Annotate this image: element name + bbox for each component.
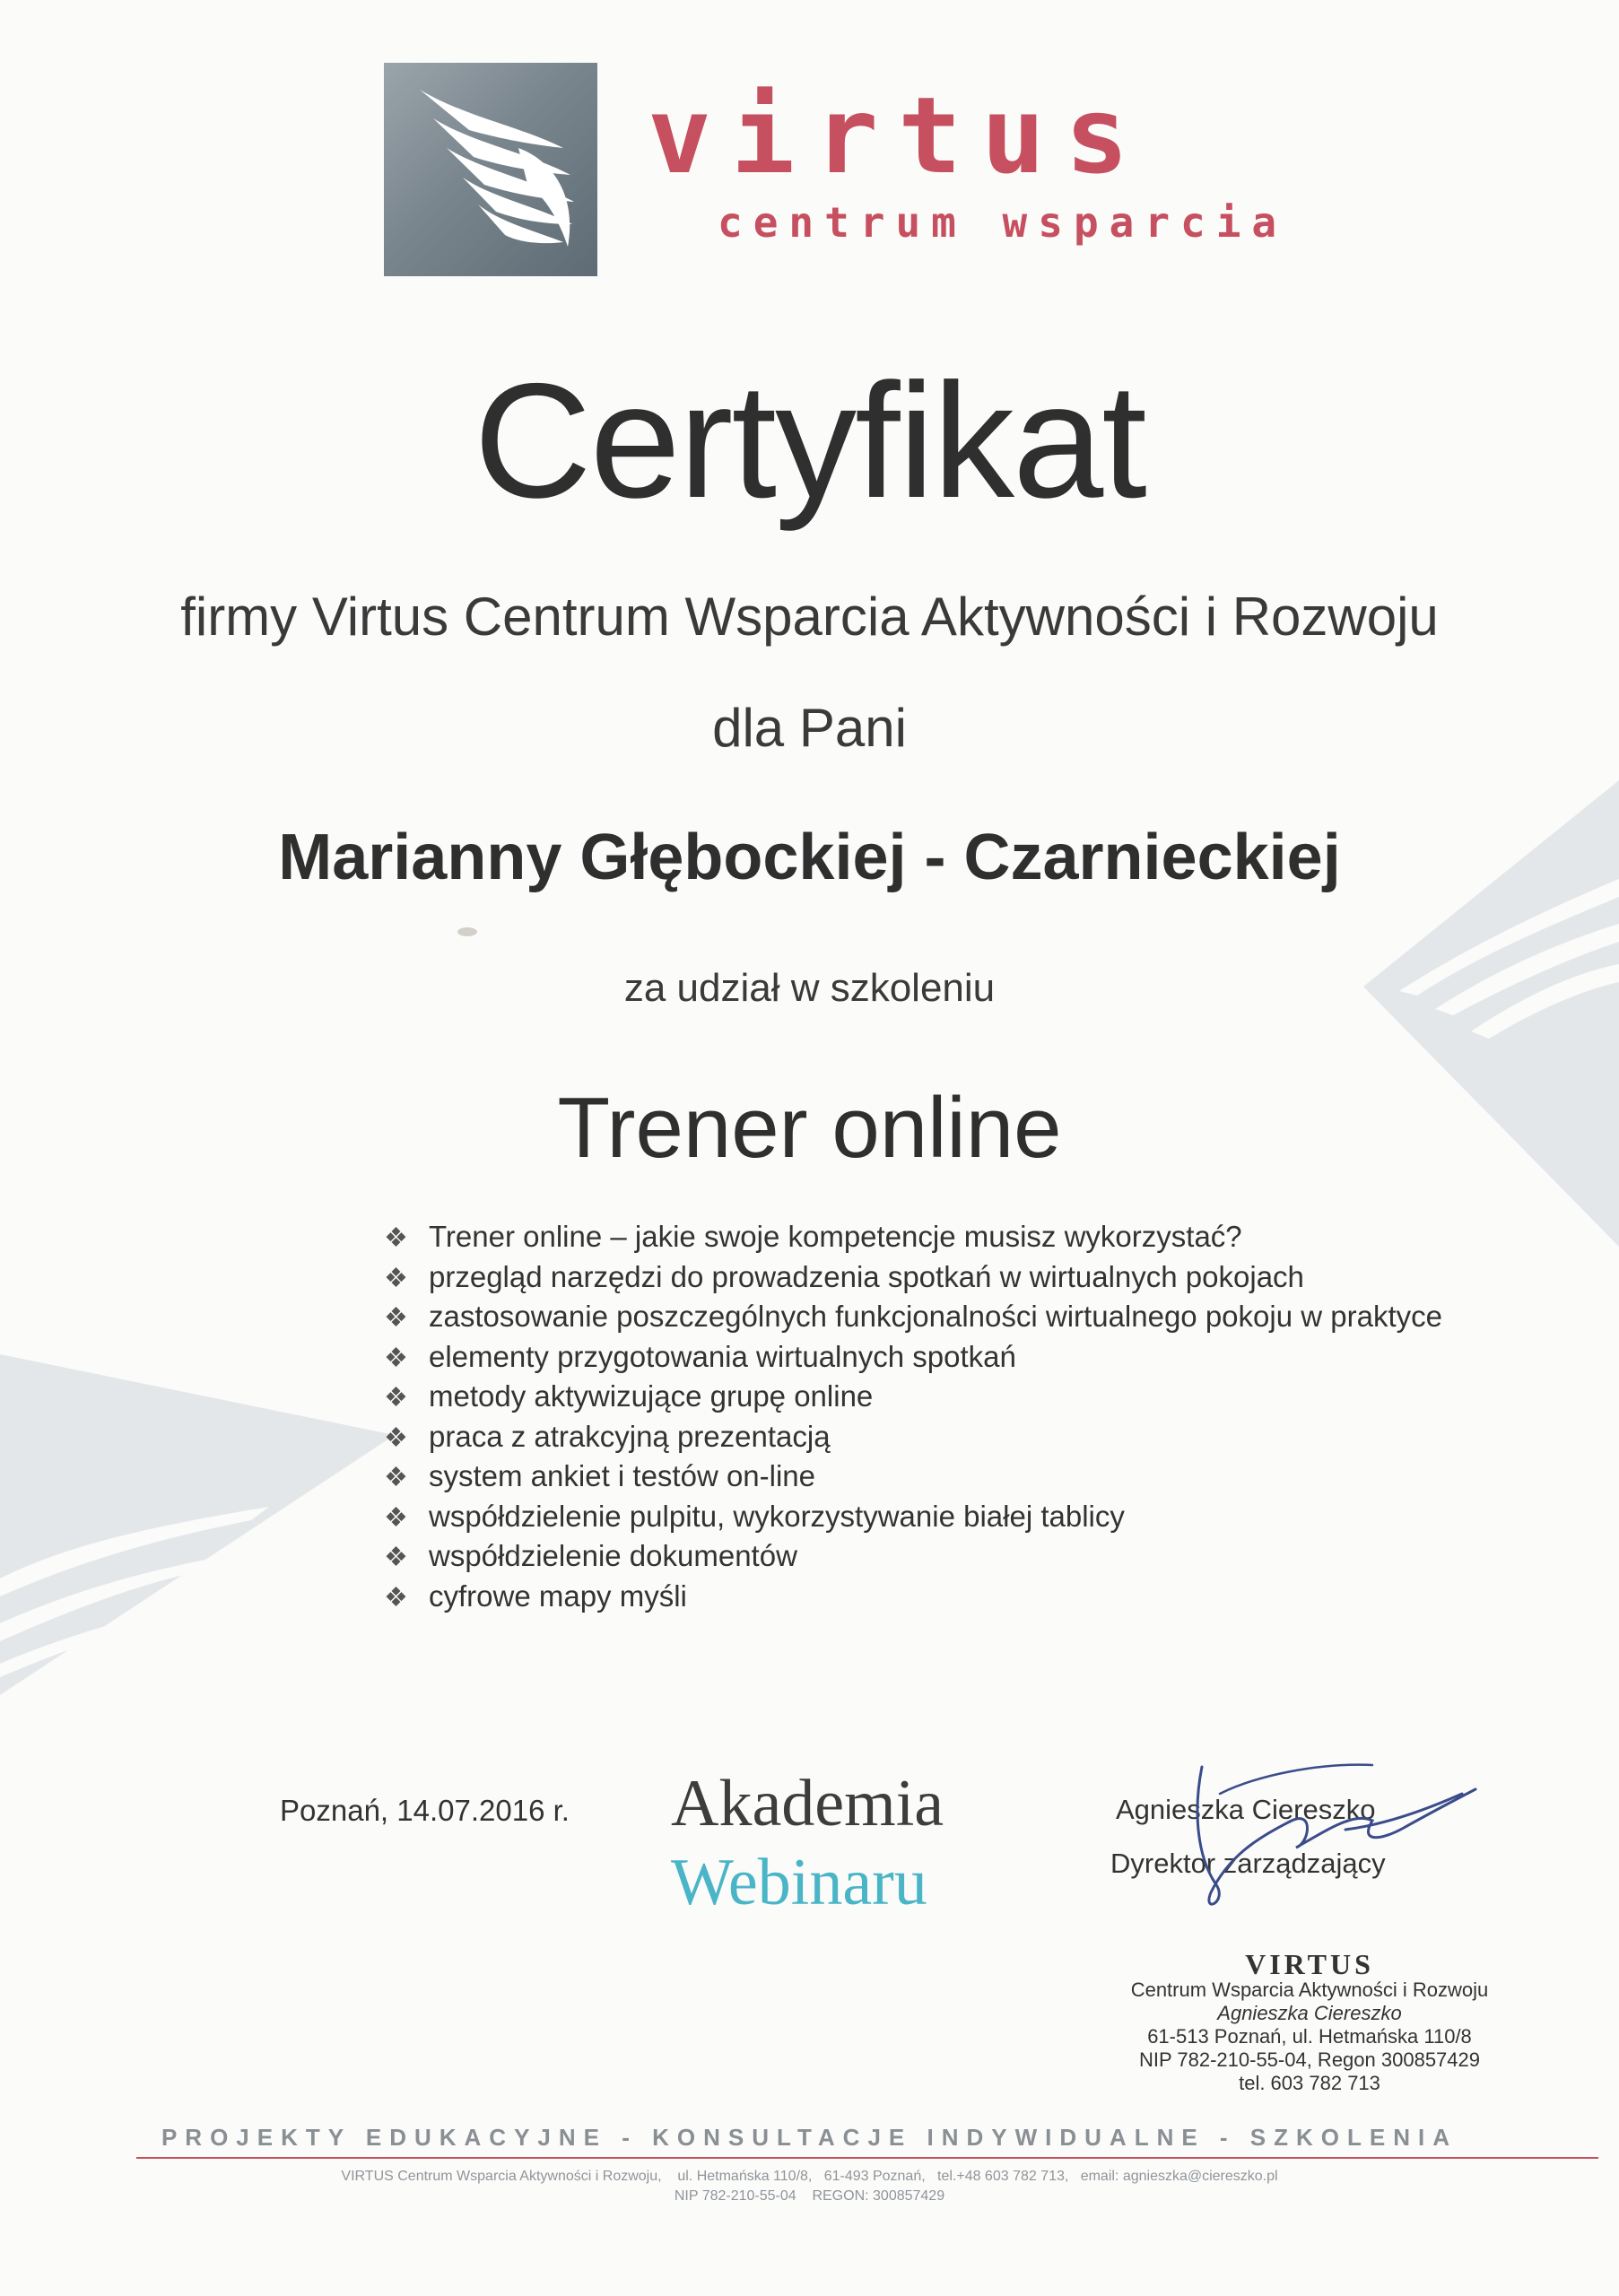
list-item: ❖ system ankiet i testów on-line [384,1457,1442,1498]
recipient-salutation: dla Pani [712,698,907,758]
partner-logo-line2: Webinaru [671,1846,927,1919]
signer-role: Dyrektor zarządzający [1110,1848,1386,1879]
list-item: ❖ metody aktywizujące grupę online [384,1378,1442,1418]
signer-name: Agnieszka Ciereszko [1116,1794,1376,1825]
participation-label: za udział w szkoleniu [623,966,996,1010]
diamond-bullet-icon: ❖ [384,1383,408,1413]
diamond-bullet-icon: ❖ [384,1463,408,1492]
stamp-person: Agnieszka Ciereszko [1217,2002,1402,2024]
recipient-name: Marianny Głębockiej - Czarnieckiej [278,822,1341,893]
virtus-logo-box [384,63,597,276]
diamond-bullet-icon: ❖ [384,1303,408,1333]
list-item: ❖ elementy przygotowania wirtualnych spotkań [384,1338,1442,1378]
topics-list [384,1218,1442,1617]
diamond-bullet-icon: ❖ [384,1502,408,1533]
diamond-bullet-icon: ❖ [384,1223,408,1253]
list-item: ❖ cyfrowe mapy myśli [384,1578,1442,1618]
company-stamp [1121,1950,1498,2095]
brand-tagline: centrum wsparcia [718,198,1288,247]
stamp-nip-regon: NIP 782-210-55-04, Regon 300857429 [1138,2048,1480,2071]
list-item: ❖ praca z atrakcyjną prezentacją [384,1418,1442,1458]
diamond-bullet-icon: ❖ [384,1543,408,1572]
stamp-address: 61-513 Poznań, ul. Hetmańska 110/8 [1147,2025,1472,2048]
course-name: Trener online [557,1080,1062,1176]
partner-logo-line1: Akademia [671,1767,944,1840]
list-item: ❖ przegląd narzędzi do prowadzenia spotkań w wirtualnych pokojach [384,1258,1442,1299]
stamp-company: Centrum Wsparcia Aktywności i Rozwoju [1130,1979,1489,2001]
diamond-bullet-icon: ❖ [384,1343,408,1373]
handwritten-signature [1166,1758,1489,1928]
wing-icon [384,63,597,276]
diamond-bullet-icon: ❖ [384,1422,408,1453]
certificate-subtitle: firmy Virtus Centrum Wsparcia Aktywności i Rozwoju [180,587,1439,647]
footer-contact: VIRTUS Centrum Wsparcia Aktywności i Rozwoju, ul. Hetmańska 110/8, 61-493 Poznań, tel.+48 603 782 713, email: agnieszka@ciereszko.pl [341,2169,1278,2184]
list-item: ❖ współdzielenie dokumentów [384,1537,1442,1578]
diamond-bullet-icon: ❖ [384,1263,408,1293]
wing-icon [0,1354,395,1695]
place-and-date: Poznań, 14.07.2016 r. [280,1794,570,1827]
certificate-title: Certyfikat [474,349,1145,532]
stamp-title: VIRTUS [1245,1948,1374,1980]
paper-speck [457,927,477,936]
list-item: ❖ Trener online – jakie swoje kompetencje musisz wykorzystać? [384,1218,1442,1258]
footer-registration: NIP 782-210-55-04 REGON: 300857429 [674,2188,945,2204]
list-item: ❖ współdzielenie pulpitu, wykorzystywanie białej tablicy [384,1498,1442,1538]
brand-name: virtus [648,74,1149,197]
diamond-bullet-icon: ❖ [384,1582,408,1613]
list-item: ❖ zastosowanie poszczególnych funkcjonalności wirtualnego pokoju w praktyce [384,1298,1442,1338]
footer-divider [136,2157,1598,2159]
stamp-phone: tel. 603 782 713 [1239,2072,1380,2094]
footer-services: PROJEKTY EDUKACYJNE - KONSULTACJE INDYWIDUALNE - SZKOLENIA [161,2124,1458,2151]
